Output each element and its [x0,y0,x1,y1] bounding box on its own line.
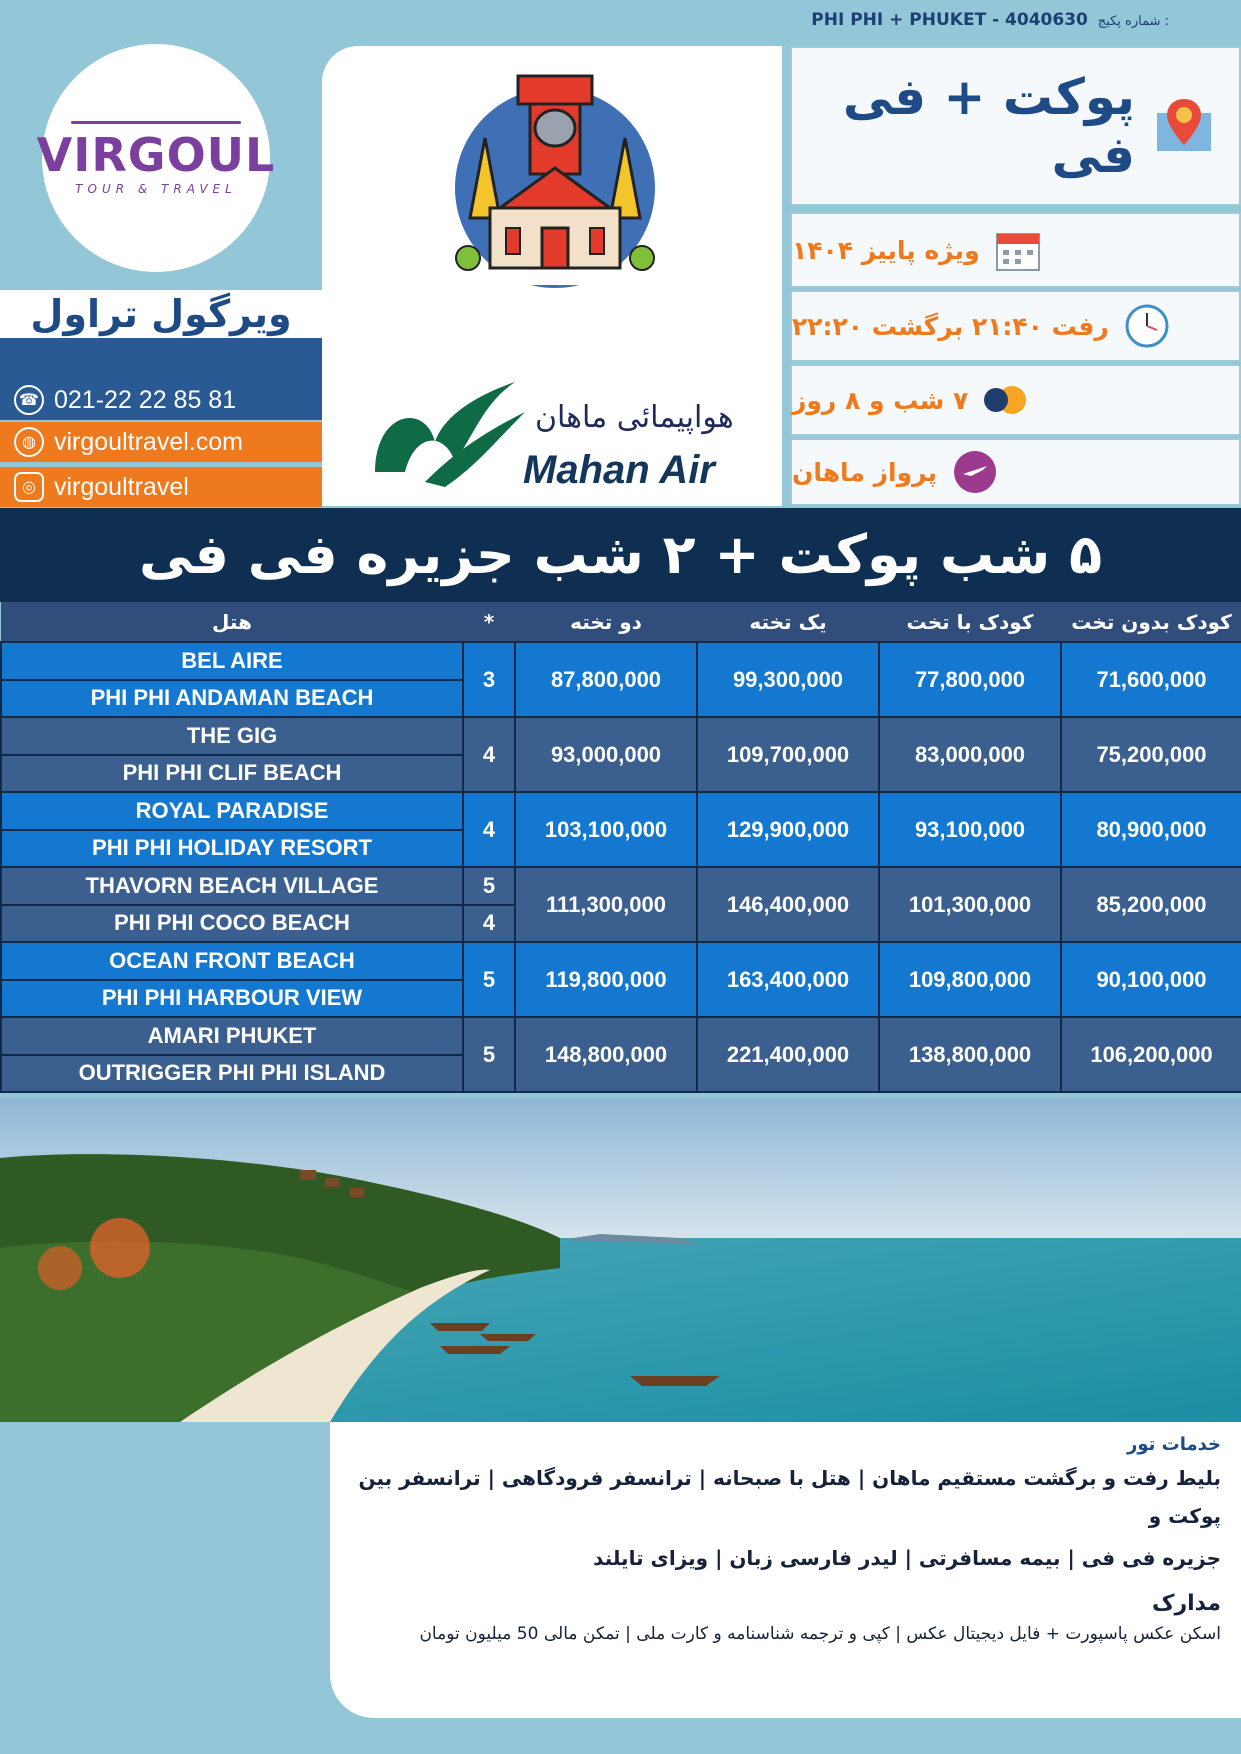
price-single: 109,700,000 [697,717,879,792]
hotel-phuket: THAVORN BEACH VILLAGE [1,867,463,905]
col-star: * [463,602,515,642]
services-line-2: جزیره فی فی | بیمه مسافرتی | لیدر فارسی زبان | ویزای تایلند [593,1546,1221,1570]
clock-icon [1123,302,1171,350]
services-line-1: بلیط رفت و برگشت مستقیم ماهان | هتل با صبحانه | ترانسفر فرودگاهی | ترانسفر بین پوکت و [358,1466,1221,1528]
airline-text: پرواز ماهان [792,457,938,487]
price-child-bed: 77,800,000 [879,642,1061,717]
price-child-nobed: 75,200,000 [1061,717,1241,792]
col-child-bed: کودک با تخت [879,602,1061,642]
services-heading: خدمات تور [1126,1434,1221,1455]
contact-phone[interactable] [0,380,322,420]
hotel-phiphi: PHI PHI HARBOUR VIEW [1,980,463,1018]
price-child-bed: 138,800,000 [879,1017,1061,1092]
beach-photo [0,1098,1241,1422]
price-child-bed: 83,000,000 [879,717,1061,792]
price-child-bed: 93,100,000 [879,792,1061,867]
hotel-phiphi: OUTRIGGER PHI PHI ISLAND [1,1055,463,1093]
hotel-phuket: ROYAL PARADISE [1,792,463,830]
globe-icon: ◍ [14,427,44,457]
phone-icon: ☎ [14,385,44,415]
price-child-nobed: 71,600,000 [1061,642,1241,717]
brand-name-fa: ویرگول تراول [0,290,322,338]
calendar-icon [994,226,1042,274]
star-rating: 3 [463,642,515,717]
logo-subtitle: TOUR & TRAVEL [75,181,237,196]
documents-heading: مدارک [1151,1591,1221,1616]
instagram-icon: ◎ [14,472,44,502]
tour-title: پوکت + فی فی [842,68,1135,184]
hotel-phuket: OCEAN FRONT BEACH [1,942,463,980]
col-child-nobed: کودک بدون تخت [1061,602,1241,642]
table-row [1,942,1241,980]
hotel-phuket: AMARI PHUKET [1,1017,463,1055]
flight-box [790,438,1241,506]
price-child-nobed: 106,200,000 [1061,1017,1241,1092]
price-child-bed: 109,800,000 [879,942,1061,1017]
logo-plane-line [71,121,241,124]
table-row [1,1017,1241,1055]
duration-text: ۷ شب و ۸ روز [792,385,969,415]
airplane-icon [951,448,999,496]
price-single: 163,400,000 [697,942,879,1017]
price-double: 111,300,000 [515,867,697,942]
price-child-nobed: 85,200,000 [1061,867,1241,942]
flight-times: رفت ۲۱:۴۰ برگشت ۲۲:۲۰ [792,311,1109,341]
col-double: دو تخته [515,602,697,642]
instagram-handle: virgoultravel [54,472,189,501]
table-row [1,642,1241,680]
brand-divider-bar [0,338,322,380]
star-rating: 4 [463,792,515,867]
package-code [811,10,1169,30]
brand-logo [36,44,276,272]
price-child-nobed: 90,100,000 [1061,942,1241,1017]
col-hotel: هتل [1,602,463,642]
mahan-air-name-en: Mahan Air [523,448,715,492]
price-single: 99,300,000 [697,642,879,717]
star-rating: 5 [463,1017,515,1092]
website-url: virgoultravel.com [54,427,243,456]
package-code-label: شماره پکیج : [1097,14,1169,29]
table-row [1,717,1241,755]
price-single: 221,400,000 [697,1017,879,1092]
services-panel [330,1422,1241,1718]
tour-title-box [790,46,1241,206]
star-rating: 5 [463,942,515,1017]
star-rating-2: 4 [463,905,515,943]
hotel-phiphi: PHI PHI COCO BEACH [1,905,463,943]
logo-text: VIRGOUL [36,127,276,182]
hotel-phuket: BEL AIRE [1,642,463,680]
price-child-nobed: 80,900,000 [1061,792,1241,867]
documents-line: اسکن عکس پاسپورت + فایل دیجیتال عکس | کپی و ترجمه شناسنامه و کارت ملی | تمکن مالی 50 میلیون تومان [419,1624,1221,1644]
hotel-phiphi: PHI PHI HOLIDAY RESORT [1,830,463,868]
times-box [790,290,1241,362]
star-rating: 5 [463,867,515,905]
price-table [0,602,1241,1093]
sun-moon-icon [982,376,1030,424]
price-double: 148,800,000 [515,1017,697,1092]
hotel-phiphi: PHI PHI ANDAMAN BEACH [1,680,463,718]
map-pin-icon [1149,91,1219,161]
contact-website[interactable] [0,422,322,462]
season-box [790,212,1241,288]
package-code-value: PHI PHI + PHUKET - 4040630 [811,10,1088,30]
itinerary-title: ۵ شب پوکت + ۲ شب جزیره فی فی [0,508,1241,602]
price-single: 146,400,000 [697,867,879,942]
table-row [1,867,1241,905]
price-single: 129,900,000 [697,792,879,867]
price-double: 103,100,000 [515,792,697,867]
col-single: یک تخته [697,602,879,642]
star-rating: 4 [463,717,515,792]
price-double: 93,000,000 [515,717,697,792]
hotel-phuket: THE GIG [1,717,463,755]
season-text: ویژه پاییز ۱۴۰۴ [792,235,980,265]
price-double: 87,800,000 [515,642,697,717]
price-child-bed: 101,300,000 [879,867,1061,942]
duration-box [790,364,1241,436]
thai-temple-illustration [430,68,680,308]
table-row [1,792,1241,830]
table-header-row [1,602,1241,642]
contact-instagram[interactable] [0,467,322,507]
phone-number: 021-22 22 85 81 [54,385,237,414]
hotel-phiphi: PHI PHI CLIF BEACH [1,755,463,793]
mahan-air-name-fa: هواپیمائی ماهان [535,400,734,435]
price-double: 119,800,000 [515,942,697,1017]
